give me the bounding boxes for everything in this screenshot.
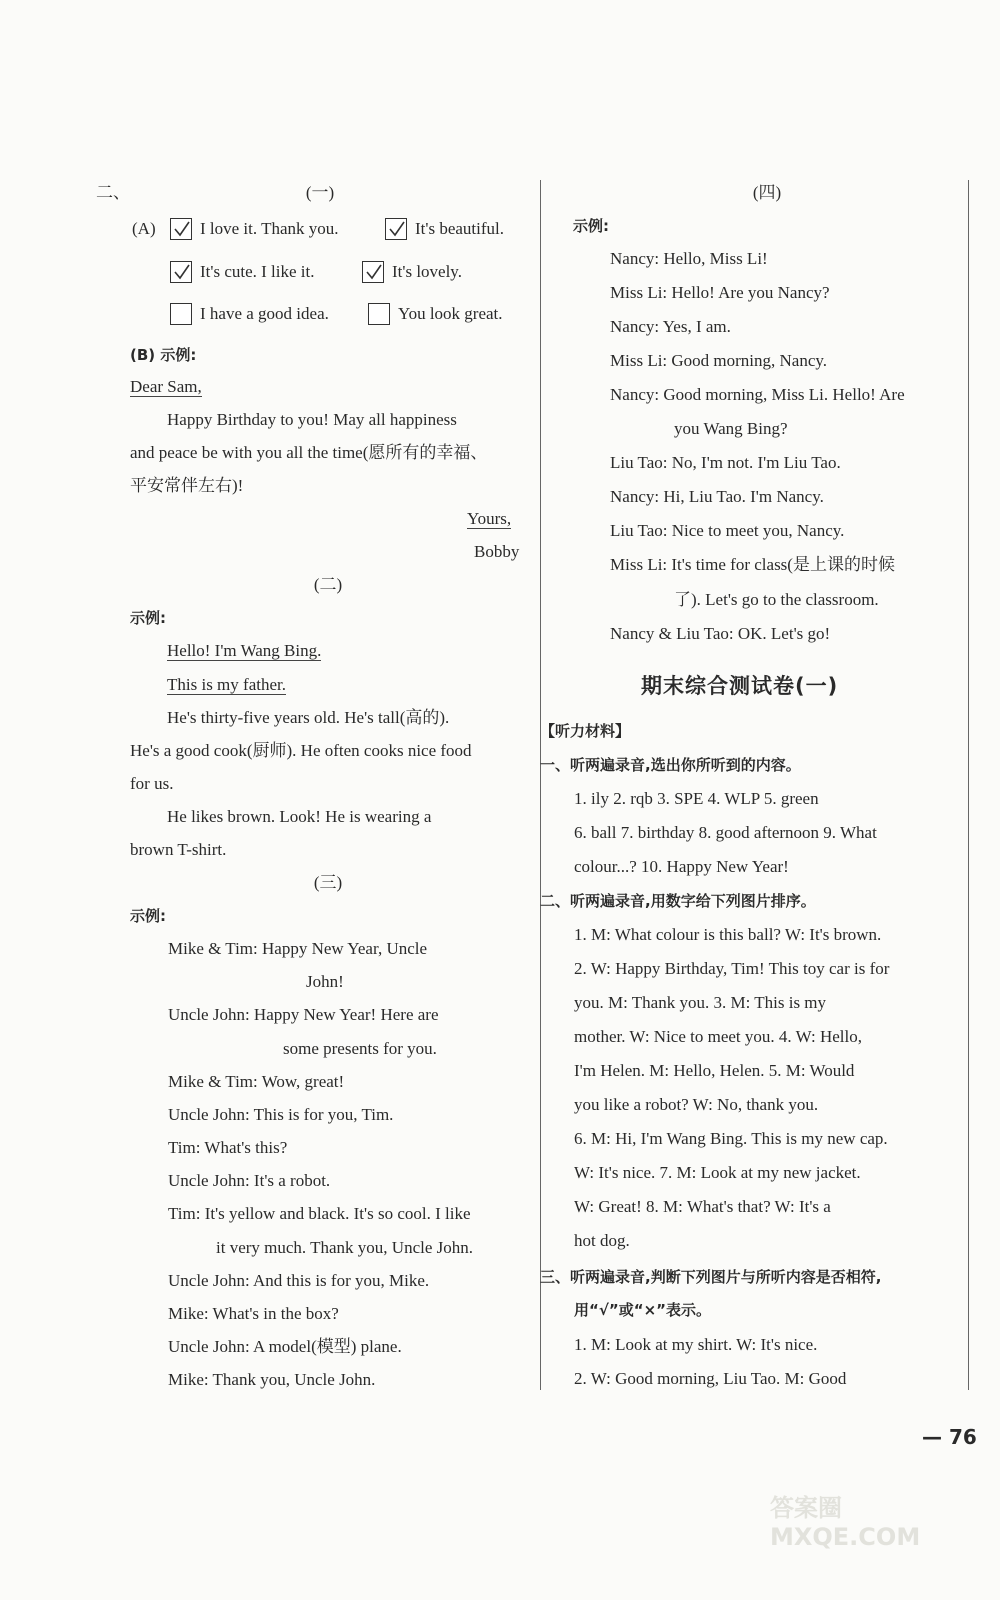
s4-line-0: Nancy: Hello, Miss Li! xyxy=(610,249,768,268)
s3-line-2: Uncle John: Happy New Year! Here are xyxy=(168,1005,439,1024)
letter-greeting-text: Dear Sam, xyxy=(130,377,202,396)
s4-line-5: you Wang Bing? xyxy=(674,419,788,438)
s4-line-3: Miss Li: Good morning, Nancy. xyxy=(610,351,828,370)
q2-line-6: 6. M: Hi, I'm Wang Bing. This is my new cap. xyxy=(574,1129,888,1148)
check-option-6: You look great. xyxy=(398,304,503,323)
s4-line-7: Nancy: Hi, Liu Tao. I'm Nancy. xyxy=(610,487,824,506)
q2-line-5: you like a robot? W: No, thank you. xyxy=(574,1095,819,1114)
s3-line-12: Uncle John: A model(模型) plane. xyxy=(168,1337,402,1356)
letter-greeting xyxy=(130,376,202,398)
s3-line-6: Tim: What's this? xyxy=(168,1138,288,1157)
checkbox-4[interactable] xyxy=(362,261,384,283)
watermark-logo: 答案圈 MXQE.COM xyxy=(770,1494,921,1551)
s3-line-8: Tim: It's yellow and black. It's so cool. I like xyxy=(168,1204,471,1223)
check-option-3: It's cute. I like it. xyxy=(200,262,315,281)
q2-line-8: W: Great! 8. M: What's that? W: It's a xyxy=(574,1197,831,1216)
s2-line-4: for us. xyxy=(130,774,174,793)
s2-line-5: He likes brown. Look! He is wearing a xyxy=(167,807,432,826)
q2-line-2: you. M: Thank you. 3. M: This is my xyxy=(574,993,827,1012)
s2-line xyxy=(167,674,286,696)
letter-line-1: Happy Birthday to you! May all happiness xyxy=(167,410,457,429)
check-option-1: I love it. Thank you. xyxy=(200,219,339,238)
checkbox-2[interactable] xyxy=(385,218,407,240)
letter-closing-text: Yours, xyxy=(467,509,512,528)
s3-line-9: it very much. Thank you, Uncle John. xyxy=(216,1238,474,1257)
s2-line xyxy=(167,640,321,662)
subsection-head-1: (一) xyxy=(305,183,335,202)
example-label-3: 示例: xyxy=(130,907,166,925)
s4-line-9: Miss Li: It's time for class(是上课的时候 xyxy=(610,555,895,574)
q1-line-2: colour...? 10. Happy New Year! xyxy=(574,857,789,876)
q1-line-0: 1. ily 2. rqb 3. SPE 4. WLP 5. green xyxy=(574,789,819,808)
s3-line-7: Uncle John: It's a robot. xyxy=(168,1171,331,1190)
listening-label: 【听力材料】 xyxy=(540,722,631,740)
s4-line-8: Liu Tao: Nice to meet you, Nancy. xyxy=(610,521,845,540)
s4-line-1: Miss Li: Hello! Are you Nancy? xyxy=(610,283,830,302)
s3-line-10: Uncle John: And this is for you, Mike. xyxy=(168,1271,430,1290)
column-divider xyxy=(540,180,541,1390)
q3-heading-cont: 用“√”或“×”表示。 xyxy=(574,1301,712,1319)
subsection-head-3: (三) xyxy=(313,873,343,892)
q2-heading: 二、听两遍录音,用数字给下列图片排序。 xyxy=(540,892,816,910)
s3-line-4: Mike & Tim: Wow, great! xyxy=(168,1072,345,1091)
subsection-head-4: (四) xyxy=(752,183,782,202)
q2-line-3: mother. W: Nice to meet you. 4. W: Hello, xyxy=(574,1027,862,1046)
s4-line-10: 了). Let's go to the classroom. xyxy=(674,590,879,609)
check-option-2: It's beautiful. xyxy=(415,219,504,238)
s4-line-11: Nancy & Liu Tao: OK. Let's go! xyxy=(610,624,831,643)
section-mark: 二、 xyxy=(96,183,130,202)
q2-line-7: W: It's nice. 7. M: Look at my new jacket. xyxy=(574,1163,861,1182)
q2-line-1: 2. W: Happy Birthday, Tim! This toy car is for xyxy=(574,959,890,978)
s4-line-2: Nancy: Yes, I am. xyxy=(610,317,731,336)
s3-line-0: Mike & Tim: Happy New Year, Uncle xyxy=(168,939,428,958)
part-b-label: (B) 示例: xyxy=(130,346,197,364)
subsection-head-2: (二) xyxy=(313,575,343,594)
s2-line-0: Hello! I'm Wang Bing. xyxy=(167,641,322,660)
example-label-4: 示例: xyxy=(573,217,609,235)
letter-closing xyxy=(467,508,511,530)
s3-line-5: Uncle John: This is for you, Tim. xyxy=(168,1105,394,1124)
checkbox-3[interactable] xyxy=(170,261,192,283)
q1-heading: 一、听两遍录音,选出你所听到的内容。 xyxy=(540,756,801,774)
q2-line-9: hot dog. xyxy=(574,1231,630,1250)
q2-line-0: 1. M: What colour is this ball? W: It's brown. xyxy=(574,925,882,944)
s3-line-1: John! xyxy=(306,972,344,991)
q3-line-0: 1. M: Look at my shirt. W: It's nice. xyxy=(574,1335,818,1354)
letter-signature: Bobby xyxy=(474,542,520,561)
s4-line-6: Liu Tao: No, I'm not. I'm Liu Tao. xyxy=(610,453,841,472)
q3-line-1: 2. W: Good morning, Liu Tao. M: Good xyxy=(574,1369,847,1388)
q2-line-4: I'm Helen. M: Hello, Helen. 5. M: Would xyxy=(574,1061,855,1080)
checkbox-6[interactable] xyxy=(368,303,390,325)
checkbox-1[interactable] xyxy=(170,218,192,240)
s3-line-11: Mike: What's in the box? xyxy=(168,1304,339,1323)
q1-line-1: 6. ball 7. birthday 8. good afternoon 9. What xyxy=(574,823,877,842)
s4-line-4: Nancy: Good morning, Miss Li. Hello! Are xyxy=(610,385,905,404)
check-option-4: It's lovely. xyxy=(392,262,462,281)
letter-line-2: and peace be with you all the time(愿所有的幸福、 xyxy=(130,443,488,462)
q3-heading: 三、听两遍录音,判断下列图片与所听内容是否相符, xyxy=(540,1268,882,1286)
exam-title: 期末综合测试卷(一) xyxy=(641,674,839,698)
s3-line-3: some presents for you. xyxy=(283,1039,437,1058)
part-a-label: (A) xyxy=(132,219,156,238)
letter-line-3: 平安常伴左右)! xyxy=(130,476,244,495)
check-option-5: I have a good idea. xyxy=(200,304,329,323)
s3-line-13: Mike: Thank you, Uncle John. xyxy=(168,1370,376,1389)
page-number: — 76 xyxy=(922,1425,977,1449)
s2-line-6: brown T-shirt. xyxy=(130,840,227,859)
checkbox-5[interactable] xyxy=(170,303,192,325)
s2-line-1: This is my father. xyxy=(167,675,286,694)
s2-line-3: He's a good cook(厨师). He often cooks nice food xyxy=(130,741,472,760)
s2-line-2: He's thirty-five years old. He's tall(高的). xyxy=(167,708,450,727)
right-edge-line xyxy=(968,180,969,1390)
example-label-2: 示例: xyxy=(130,609,166,627)
